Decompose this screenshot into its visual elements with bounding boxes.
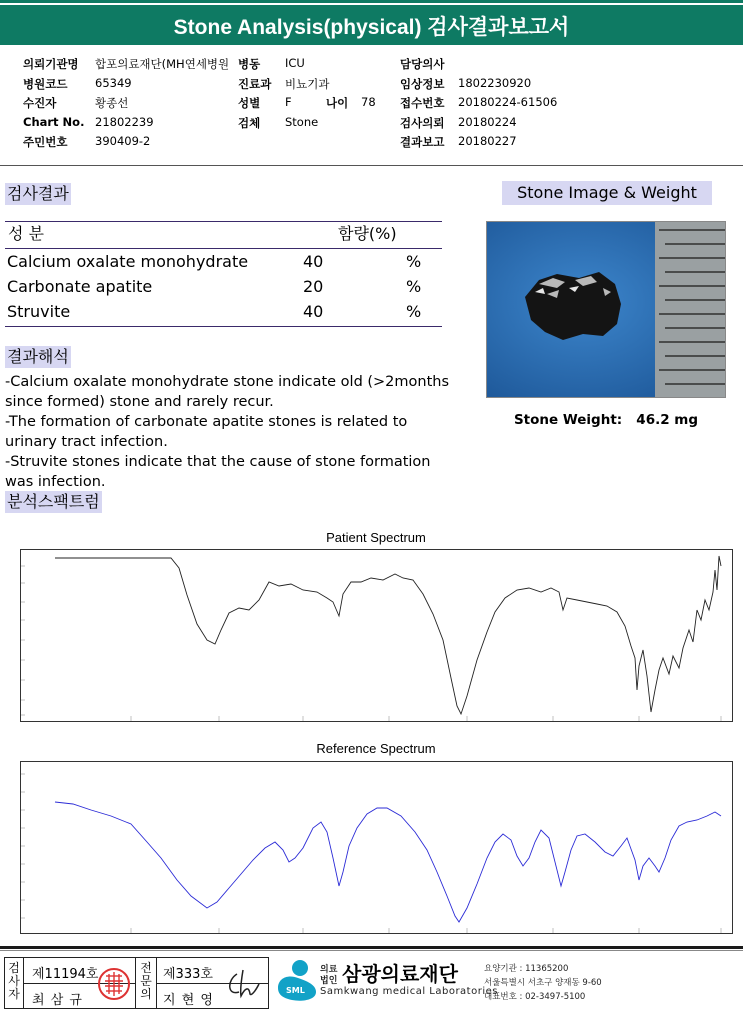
sml-logo-icon [272, 958, 320, 1004]
patient-spectrum-line [55, 556, 721, 714]
info-label: 성별 [238, 96, 261, 110]
info-label: 수진자 [23, 96, 57, 110]
patient-spectrum-graph [21, 550, 732, 721]
footer-rule-thin [0, 950, 743, 951]
table-bottom-rule [5, 326, 442, 327]
info-label: 주민번호 [23, 135, 68, 149]
stone-weight-label: Stone Weight: [513, 412, 623, 428]
column-amount: 함량(%) [338, 224, 397, 243]
stone-photo [486, 221, 726, 398]
result-name: Struvite [7, 302, 71, 321]
svg-text:SML: SML [286, 986, 305, 995]
info-label: 결과보고 [400, 135, 445, 149]
table-header-rule [5, 248, 442, 249]
sign-divider [135, 958, 136, 1008]
info-value: Stone [285, 115, 319, 129]
info-value: 합포의료재단(MH연세병원 [95, 57, 230, 71]
org-prefix-bottom: 법인 [320, 976, 338, 986]
result-value: 40 [303, 302, 324, 321]
info-value: 390409-2 [95, 134, 151, 148]
interpretation-line: -Struvite stones indicate that the cause of stone formation was infection. [5, 454, 431, 490]
table-top-rule [5, 221, 442, 222]
info-value: 20180227 [458, 134, 517, 148]
examiner-seal [97, 966, 131, 1002]
info-label: 검체 [238, 116, 261, 130]
reference-spectrum-box [20, 761, 733, 934]
info-value: 비뇨기과 [285, 77, 330, 91]
result-unit: % [406, 252, 422, 271]
stone-image-title: Stone Image & Weight [502, 181, 712, 205]
result-name: Carbonate apatite [7, 277, 153, 296]
examiner-role: 검사자 [8, 961, 20, 1001]
info-label: 병동 [238, 57, 261, 71]
signature-box [4, 957, 269, 1009]
result-name: Calcium oxalate monohydrate [7, 252, 249, 271]
reference-spectrum-line [55, 802, 721, 922]
org-address: 서울특별시 서초구 양재동 9-60 [484, 978, 602, 988]
info-divider [0, 165, 743, 166]
examiner-name: 최 삼 규 [32, 993, 83, 1008]
interpretation-title: 결과해석 [7, 347, 69, 366]
interpretation-line: -Calcium oxalate monohydrate stone indicate old (>2months since formed) stone and rarely recur. [5, 374, 450, 410]
org-code: 요양기관 : 11365200 [484, 964, 569, 974]
info-label: 병원코드 [23, 77, 68, 91]
specialist-signature [223, 966, 263, 1002]
column-component: 성 분 [8, 224, 44, 243]
info-label: 나이 [326, 96, 349, 110]
info-value: 20180224-61506 [458, 95, 558, 109]
patient-spectrum-title: Patient Spectrum [326, 530, 426, 545]
stone-photo-graphic [487, 222, 726, 398]
info-label: 임상정보 [400, 77, 445, 91]
specialist-role: 전문의 [140, 961, 152, 1001]
info-label: 의뢰기관명 [23, 57, 79, 71]
spectrum-section-title: 분석스팩트럼 [7, 492, 100, 511]
report-title: Stone Analysis(physical) 검사결과보고서 [0, 5, 743, 45]
info-value: ICU [285, 56, 305, 70]
patient-spectrum-box [20, 549, 733, 722]
info-value: F [285, 95, 292, 109]
result-unit: % [406, 302, 422, 321]
info-label: 진료과 [238, 77, 272, 91]
stone-weight-value: 46.2 mg [636, 412, 699, 428]
result-unit: % [406, 277, 422, 296]
org-name: 삼광의료재단 [342, 962, 458, 986]
stone-weight [486, 412, 726, 428]
interpretation-line: -The formation of carbonate apatite stones is related to urinary tract infection. [5, 414, 408, 450]
info-value: 21802239 [95, 115, 154, 129]
info-value: 65349 [95, 76, 132, 90]
interpretation-text [5, 372, 460, 492]
top-accent-line [0, 0, 743, 3]
specialist-license: 제333호 [163, 967, 213, 982]
info-label: 접수번호 [400, 96, 445, 110]
reference-spectrum-graph [21, 762, 732, 933]
info-value: 78 [361, 95, 376, 109]
org-phone: 대표번호 : 02-3497-5100 [484, 992, 586, 1002]
org-english-name: Samkwang medical Laboratories [320, 986, 498, 997]
info-value: 1802230920 [458, 76, 532, 90]
reference-spectrum-title: Reference Spectrum [316, 741, 436, 756]
info-label: 담당의사 [400, 57, 445, 71]
specialist-name: 지 현 영 [163, 993, 214, 1008]
info-label: 검사의뢰 [400, 116, 445, 130]
result-value: 20 [303, 277, 324, 296]
results-title: 검사결과 [7, 184, 69, 203]
info-value: 20180224 [458, 115, 517, 129]
footer-rule [0, 946, 743, 949]
examiner-license: 제11194호 [32, 967, 99, 982]
result-value: 40 [303, 252, 324, 271]
info-value: 황종선 [95, 96, 129, 110]
info-label: Chart No. [23, 115, 85, 129]
org-prefix-top: 의료 [320, 965, 338, 975]
